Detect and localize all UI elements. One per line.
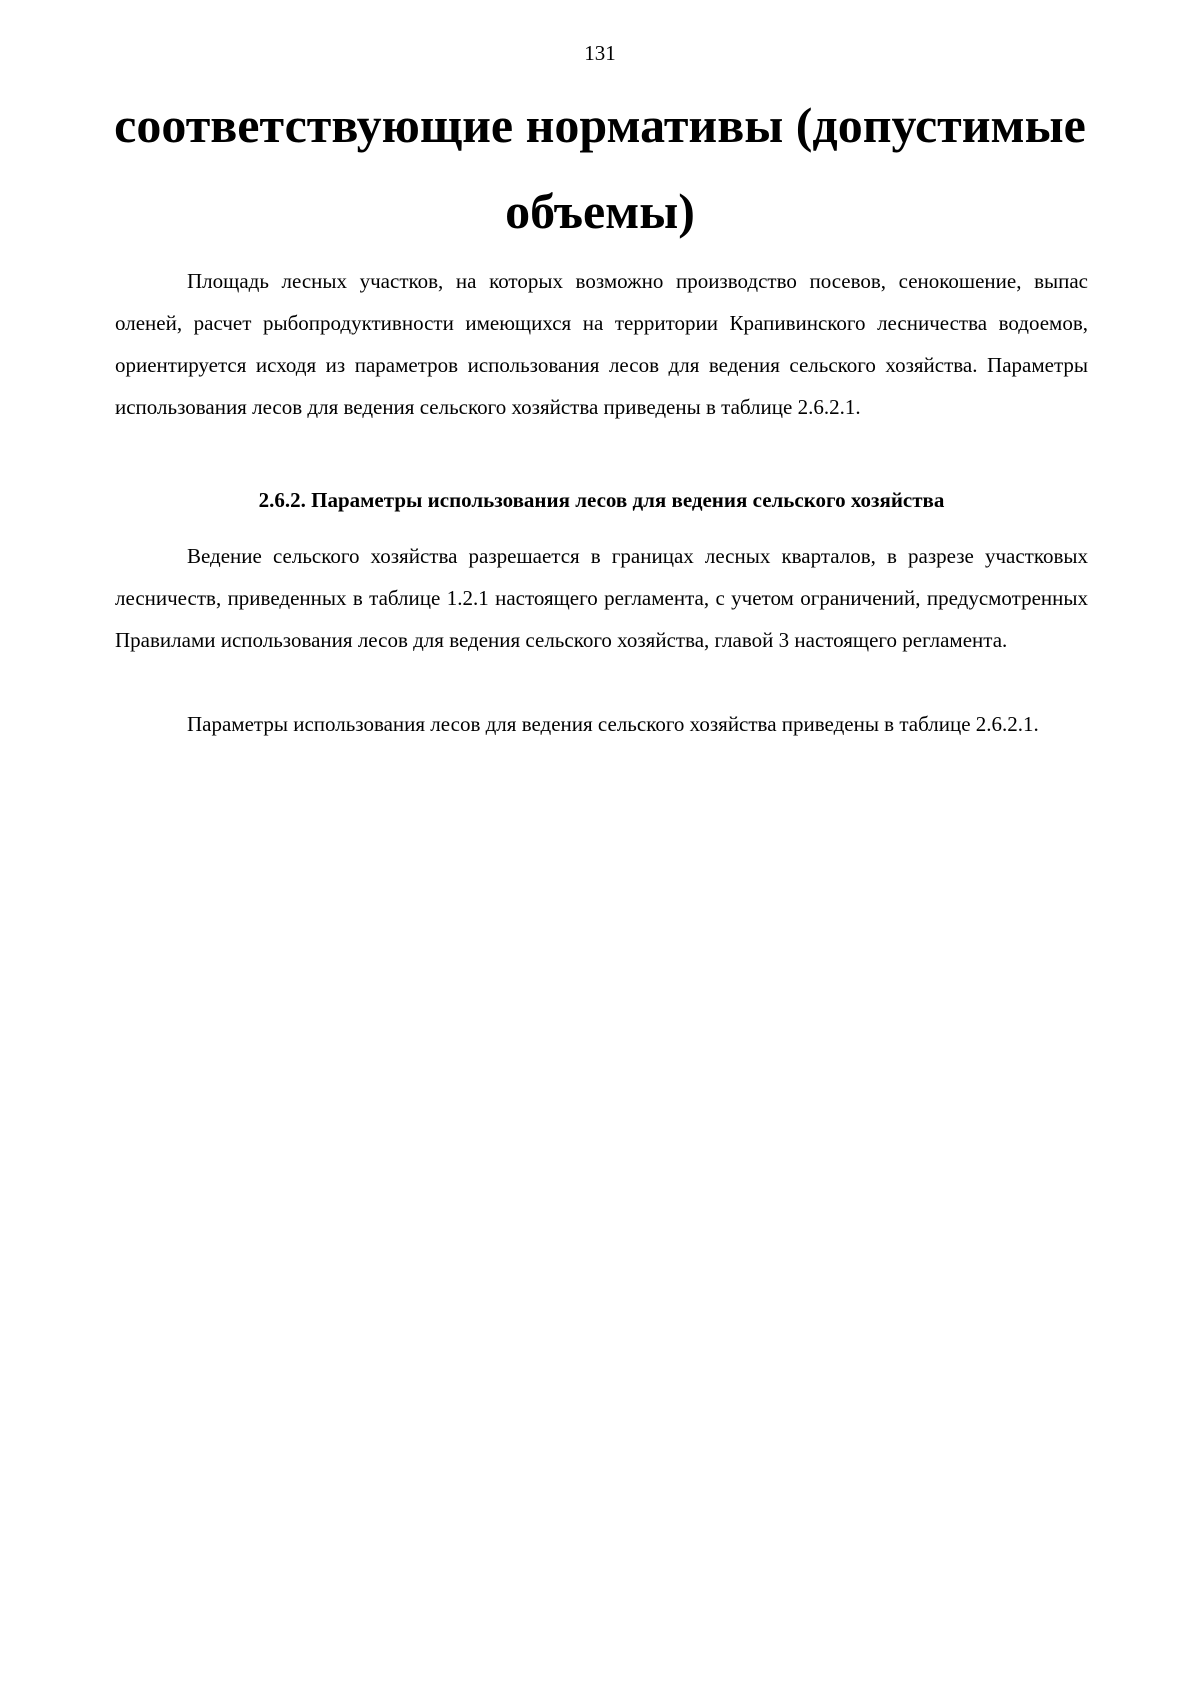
paragraph-3: Параметры использования лесов для ведения сельского хозяйства приведены в таблице 2.6.2.1. [187,712,1039,736]
paragraph-2: Ведение сельского хозяйства разрешается в границах лесных кварталов, в разрезе участковых лесничеств, приведенных в таблице 1.2.1 настоящего регламента, с учетом ограничений, предусмотренных Правилами использования лесов для ведения сельского хозяйства, главой 3 настоящего регламента. [115,544,1088,652]
page-title-line-2: объемы) [505,183,695,239]
page-title-line-1: соответствующие нормативы (допустимые [114,97,1086,153]
paragraph-1: Площадь лесных участков, на которых возможно производство посевов, сенокошение, выпас оленей, расчет рыбопродуктивности имеющихся на территории Крапивинского лесничества водоемов, ориентируется исходя из параметров использования лесов для ведения сельского хозяйства. Параметры использования лесов для ведения сельского хозяйства приведены в таблице 2.6.2.1. [115,269,1088,419]
section-heading: 2.6.2. Параметры использования лесов для ведения сельского хозяйства [258,488,945,512]
page-number: 131 [584,41,616,65]
page-title [100,82,1100,254]
